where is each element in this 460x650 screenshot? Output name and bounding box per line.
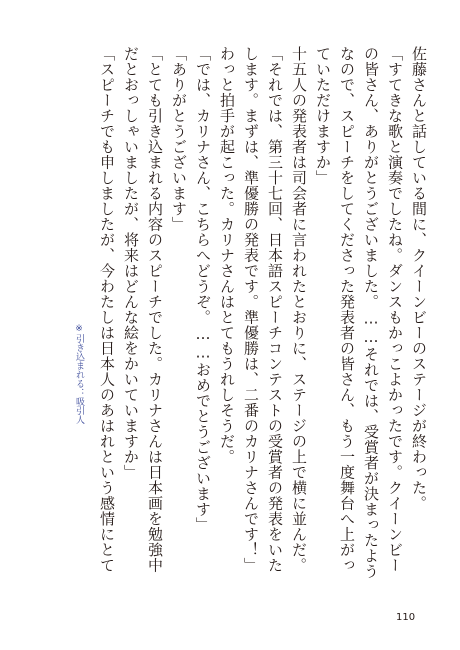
text-line-3: の皆さん、ありがとうございました。……それでは、受賞者が決まったよう: [362, 46, 380, 579]
text-line-10: 「では、カリナさん、こちらへどうぞ。……おめでとうございます」: [194, 46, 212, 533]
text-line-9: わっと拍手が起こった。カリナさんはとてもうれしそうだ。: [218, 46, 236, 465]
page-number: 110: [396, 612, 416, 623]
text-line-2: 「すてきな歌と演奏でしたね。ダンスもかっこよかったです。クイーンビー: [386, 46, 404, 573]
text-line-4: なので、スピーチをしてくださった発表者の皆さん、もう一度舞台へ上がっ: [338, 46, 356, 573]
text-line-14: 「スピーチでも申しましたが、今わたしは日本人のあはれという感情にとて: [98, 46, 116, 573]
text-line-7: 「それでは、第三十七回、日本語スピーチコンテストの受賞者の発表をいた: [266, 46, 284, 573]
text-line-5: ていただけますか」: [314, 46, 332, 186]
text-line-8: します。まずは、準優勝の発表です。準優勝は、二番のカリナさんです！」: [242, 46, 260, 573]
text-line-12: 「とても引き込まれる内容のスピーチでした。カリナさんは日本画を勉強中: [146, 46, 164, 573]
text-line-1: 佐藤さんと話している間に、クイーンビーのステージが終わった。: [410, 46, 428, 511]
footnote: ※引き込まれる：吸引人: [74, 324, 84, 424]
text-line-11: 「ありがとうございます」: [170, 46, 188, 232]
text-line-13: だとおっしゃいましたが、将来はどんな絵をかいていますか」: [122, 46, 140, 480]
text-line-6: 十五人の発表者は司会者に言われたとおりに、ステージの上で横に並んだ。: [290, 46, 308, 573]
